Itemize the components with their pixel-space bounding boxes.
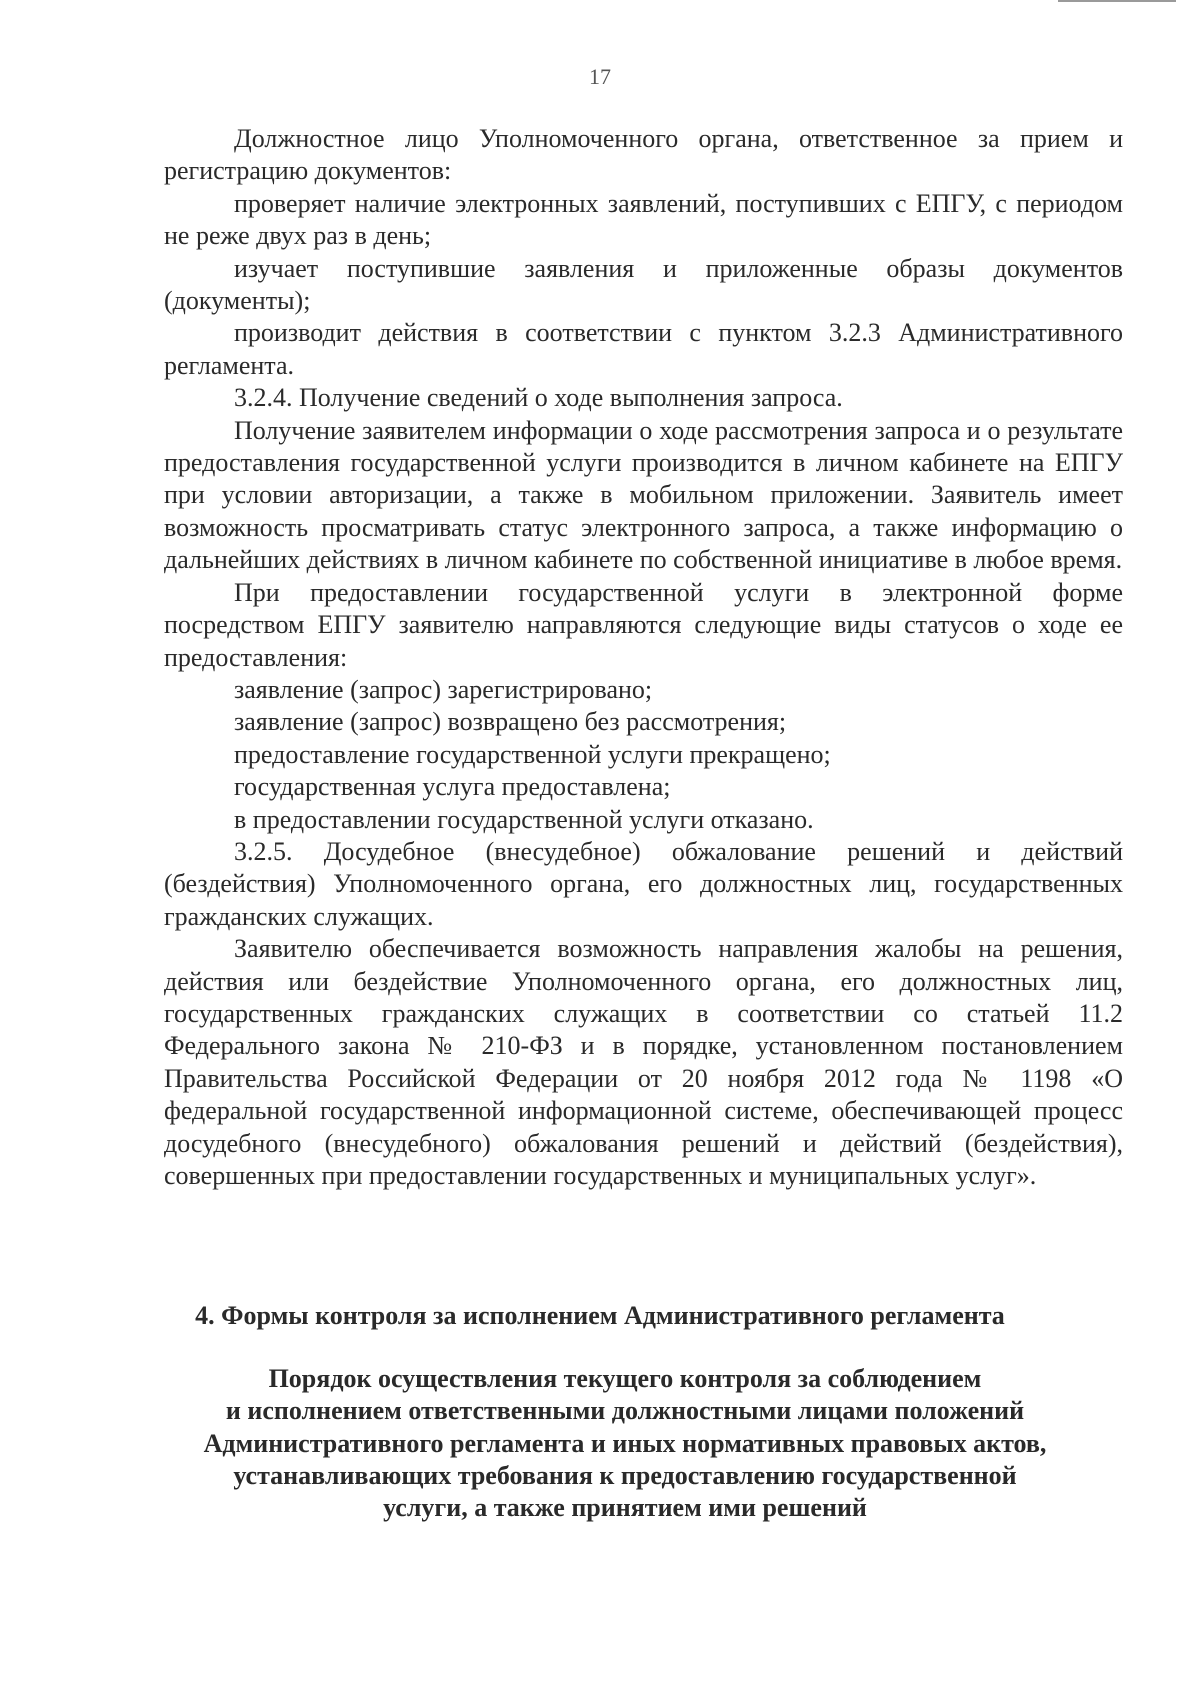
paragraph: изучает поступившие заявления и приложенные образы документов (документы); (164, 253, 1123, 316)
list-item: в предоставлении государственной услуги отказано. (234, 804, 814, 834)
paragraph: Получение заявителем информации о ходе рассмотрения запроса и о результате предоставления государственной услуги производится в личном кабинете на ЕПГУ при условии авторизации, а также в мобильном приложении. Заявитель имеет возможность просматривать статус электронного запроса, а также информацию о дальнейших действиях в личном кабинете по собственной инициативе в любое время. (164, 415, 1123, 575)
subsection-title-line: устанавливающих требования к предоставлению государственной (233, 1460, 1017, 1490)
subsection-title (130, 1363, 1120, 1524)
paragraph: проверяет наличие электронных заявлений, поступивших с ЕПГУ, с периодом не реже двух раз в день; (164, 188, 1123, 251)
subsection-title-line: Порядок осуществления текущего контроля за соблюдением (268, 1364, 982, 1393)
paragraph: 3.2.5. Досудебное (внесудебное) обжалование решений и действий (бездействия) Уполномоченного органа, его должностных лиц, государственных гражданских служащих. (164, 836, 1123, 931)
section-title: 4. Формы контроля за исполнением Административного регламента (195, 1301, 1005, 1330)
list-item: предоставление государственной услуги прекращено; (234, 739, 831, 769)
paragraph: При предоставлении государственной услуги в электронной форме посредством ЕПГУ заявителю направляются следующие виды статусов о ходе ее предоставления: (164, 577, 1123, 672)
paragraph: 3.2.4. Получение сведений о ходе выполнения запроса. (234, 383, 843, 413)
paragraph: производит действия в соответствии с пунктом 3.2.3 Административного регламента. (164, 318, 1123, 380)
list-item: заявление (запрос) зарегистрировано; (234, 674, 653, 704)
subsection-title-line: и исполнением ответственными должностными лицами положений (225, 1396, 1025, 1426)
subsection-title-line: услуги, а также принятием ими решений (383, 1493, 867, 1523)
list-item: государственная услуга предоставлена; (234, 772, 671, 802)
page-number: 17 (589, 64, 611, 89)
subsection-title-line: Административного регламента и иных нормативных правовых актов, (203, 1428, 1047, 1458)
list-item: заявление (запрос) возвращено без рассмотрения; (234, 707, 787, 737)
paragraph: Должностное лицо Уполномоченного органа, ответственное за прием и регистрацию документов: (164, 124, 1123, 186)
paragraph: Заявителю обеспечивается возможность направления жалобы на решения, действия или бездействие Уполномоченного органа, его должностных лиц, государственных гражданских служащих в соответствии со статьей 11.2 Федерального закона № 210-ФЗ и в порядке, установленном постановлением Правительства Российской Федерации от 20 ноября 2012 года № 1198 «О федеральной государственной информационной системе, обеспечивающей процесс досудебного (внесудебного) обжалования решений и действий (бездействия), совершенных при предоставлении государственных и муниципальных услуг». (164, 934, 1123, 1190)
document-body (164, 123, 1123, 1192)
scan-edge-mark (1058, 0, 1176, 2)
